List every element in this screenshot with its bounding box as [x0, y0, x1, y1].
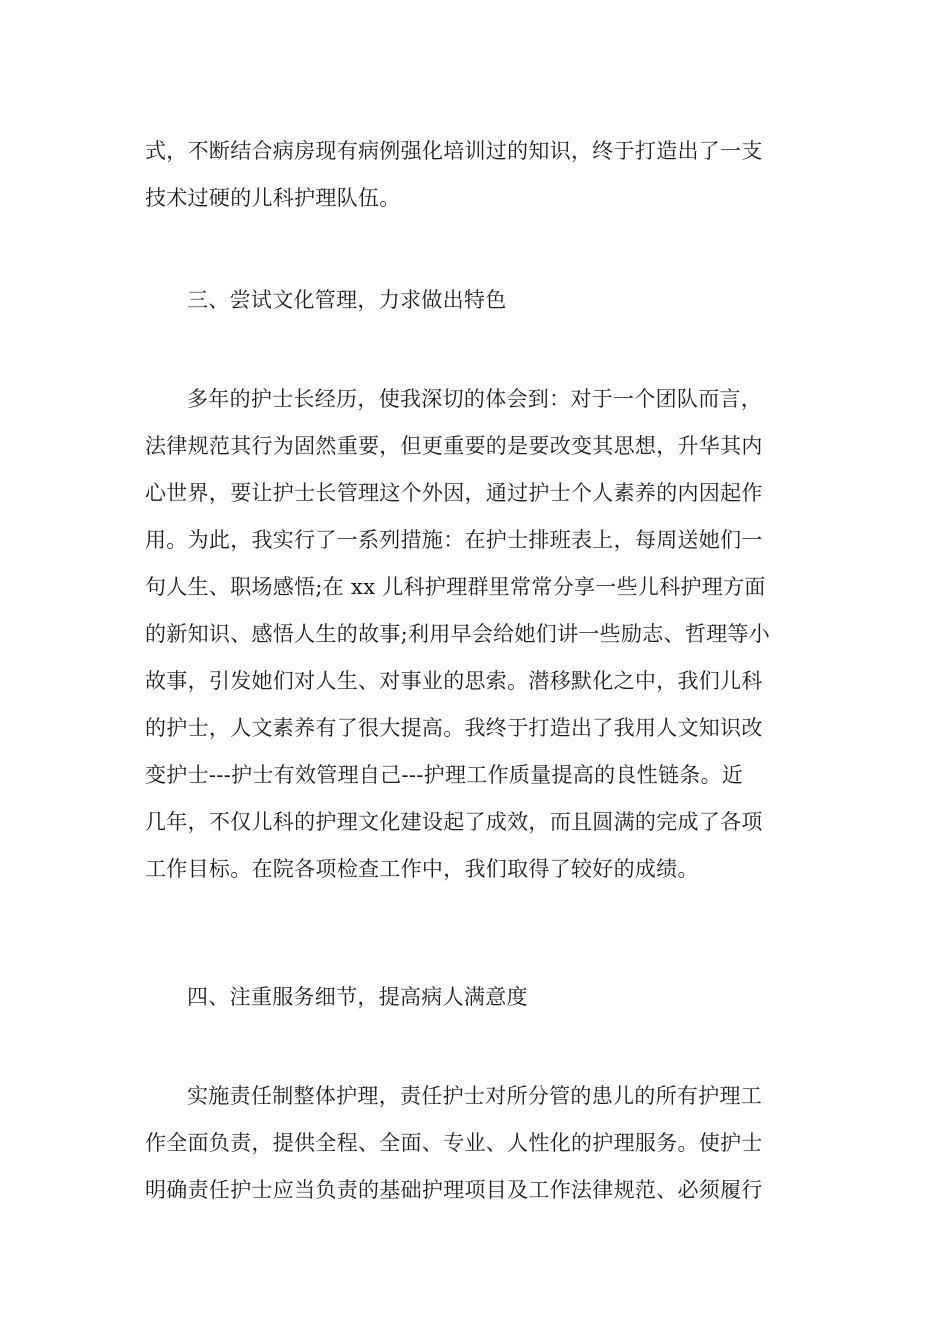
text-line: 作全面负责，提供全程、全面、专业、人性化的护理服务。使护士 — [145, 1131, 763, 1155]
text-line: 变护士---护士有效管理自己---护理工作质量提高的良性链条。近 — [145, 763, 744, 787]
text-line: 句人生、职场感悟;在 xx 儿科护理群里常常分享一些儿科护理方面 — [145, 575, 766, 599]
heading-text: 四、注重服务细节，提高病人满意度 — [187, 985, 528, 1009]
text-line: 用。为此，我实行了一系列措施：在护士排班表上，每周送她们一 — [145, 528, 763, 552]
text-line: 法律规范其行为固然重要，但更重要的是要改变其思想，升华其内 — [145, 434, 763, 458]
text-line: 故事，引发她们对人生、对事业的思索。潜移默化之中，我们儿科 — [145, 669, 763, 693]
section-heading-4 — [145, 974, 815, 1021]
paragraph-responsibility-nursing — [145, 1073, 815, 1214]
paragraph-continuation — [145, 128, 815, 222]
text-line: 实施责任制整体护理，责任护士对所分管的患儿的所有护理工 — [187, 1084, 763, 1108]
text-line: 工作目标。在院各项检查工作中，我们取得了较好的成绩。 — [145, 857, 699, 881]
text-line: 式，不断结合病房现有病例强化培训过的知识，终于打造出了一支 — [145, 139, 763, 163]
text-line: 明确责任护士应当负责的基础护理项目及工作法律规范、必须履行 — [145, 1178, 763, 1202]
text-line: 多年的护士长经历，使我深切的体会到：对于一个团队而言， — [187, 387, 763, 411]
section-heading-3 — [145, 277, 815, 324]
text-line: 的新知识、感悟人生的故事;利用早会给她们讲一些励志、哲理等小 — [145, 622, 771, 646]
paragraph-culture-management — [145, 376, 815, 893]
heading-text: 三、尝试文化管理，力求做出特色 — [187, 288, 507, 312]
text-line: 心世界，要让护士长管理这个外因，通过护士个人素养的内因起作 — [145, 481, 763, 505]
text-line: 技术过硬的儿科护理队伍。 — [145, 186, 401, 210]
text-line: 几年，不仅儿科的护理文化建设起了成效，而且圆满的完成了各项 — [145, 810, 763, 834]
text-line: 的护士，人文素养有了很大提高。我终于打造出了我用人文知识改 — [145, 716, 763, 740]
